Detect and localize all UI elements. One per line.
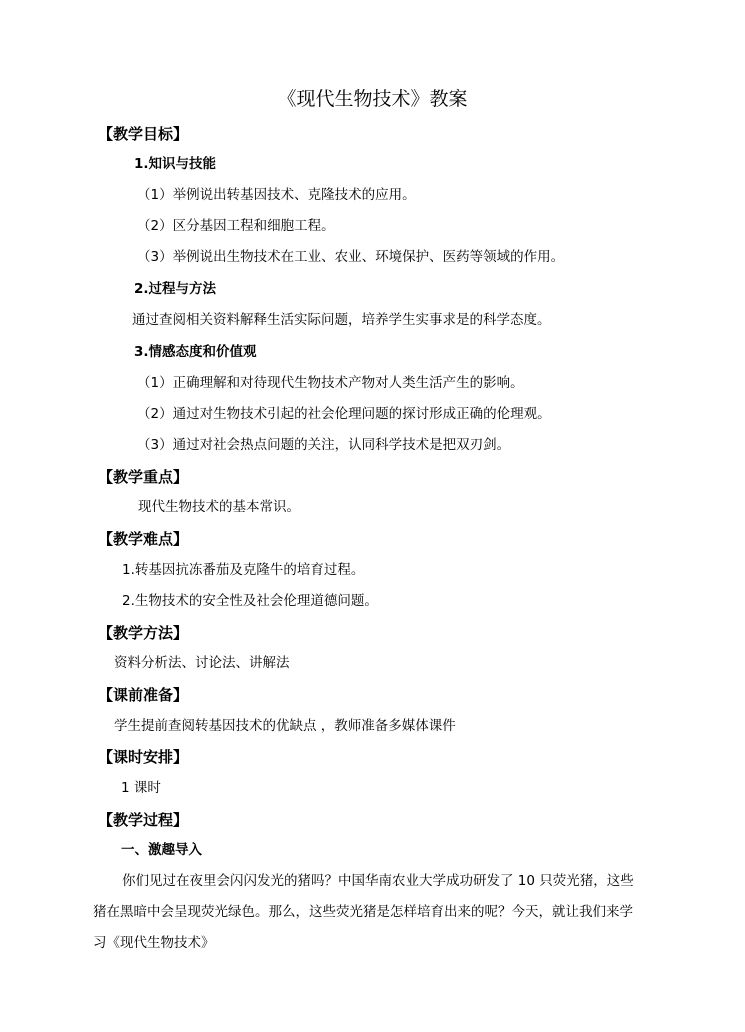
objectives-knowledge-item: （3）举例说出生物技术在工业、农业、环境保护、医药等领域的作用。 xyxy=(137,249,565,265)
objectives-process-label: 2.过程与方法 xyxy=(134,281,217,297)
procedure-step-label: 一、激趣导入 xyxy=(121,842,202,858)
procedure-paragraph-line: 你们见过在夜里会闪闪发光的猪吗？中国华南农业大学成功研发了 10 只荧光猪，这些 xyxy=(122,873,634,889)
objectives-knowledge-item: （2）区分基因工程和细胞工程。 xyxy=(137,218,335,234)
objectives-knowledge-label: 1.知识与技能 xyxy=(134,156,217,172)
objectives-attitude-item: （3）通过对社会热点问题的关注，认同科学技术是把双刃剑。 xyxy=(137,437,511,453)
objectives-attitude-label: 3.情感态度和价值观 xyxy=(134,344,257,360)
heading-methods: 【教学方法】 xyxy=(98,624,189,642)
difficulty-item: 2.生物技术的安全性及社会伦理道德问题。 xyxy=(122,593,378,609)
objectives-attitude-item: （2）通过对生物技术引起的社会伦理问题的探讨形成正确的伦理观。 xyxy=(137,406,551,422)
key-points-text: 现代生物技术的基本常识。 xyxy=(138,499,300,515)
schedule-text: 1 课时 xyxy=(121,780,161,796)
preparation-text: 学生提前查阅转基因技术的优缺点 ，教师准备多媒体课件 xyxy=(114,718,456,734)
objectives-process-text: 通过查阅相关资料解释生活实际问题，培养学生实事求是的科学态度。 xyxy=(132,312,551,328)
heading-objectives: 【教学目标】 xyxy=(98,125,189,143)
objectives-knowledge-item: （1）举例说出转基因技术、克隆技术的应用。 xyxy=(137,187,416,203)
heading-key-points: 【教学重点】 xyxy=(98,468,189,486)
procedure-paragraph-line: 猪在黑暗中会呈现荧光绿色。那么，这些荧光猪是怎样培育出来的呢？今天，就让我们来学 xyxy=(93,904,633,920)
methods-text: 资料分析法、讨论法、讲解法 xyxy=(114,655,290,671)
procedure-paragraph-line: 习《现代生物技术》 xyxy=(93,935,215,951)
objectives-attitude-item: （1）正确理解和对待现代生物技术产物对人类生活产生的影响。 xyxy=(137,375,524,391)
difficulty-item: 1.转基因抗冻番茄及克隆牛的培育过程。 xyxy=(122,562,365,578)
document-title: 《现代生物技术》教案 xyxy=(277,88,468,110)
heading-schedule: 【课时安排】 xyxy=(98,748,189,766)
heading-procedure: 【教学过程】 xyxy=(98,811,189,829)
heading-preparation: 【课前准备】 xyxy=(98,686,189,704)
heading-difficulties: 【教学难点】 xyxy=(98,530,189,548)
